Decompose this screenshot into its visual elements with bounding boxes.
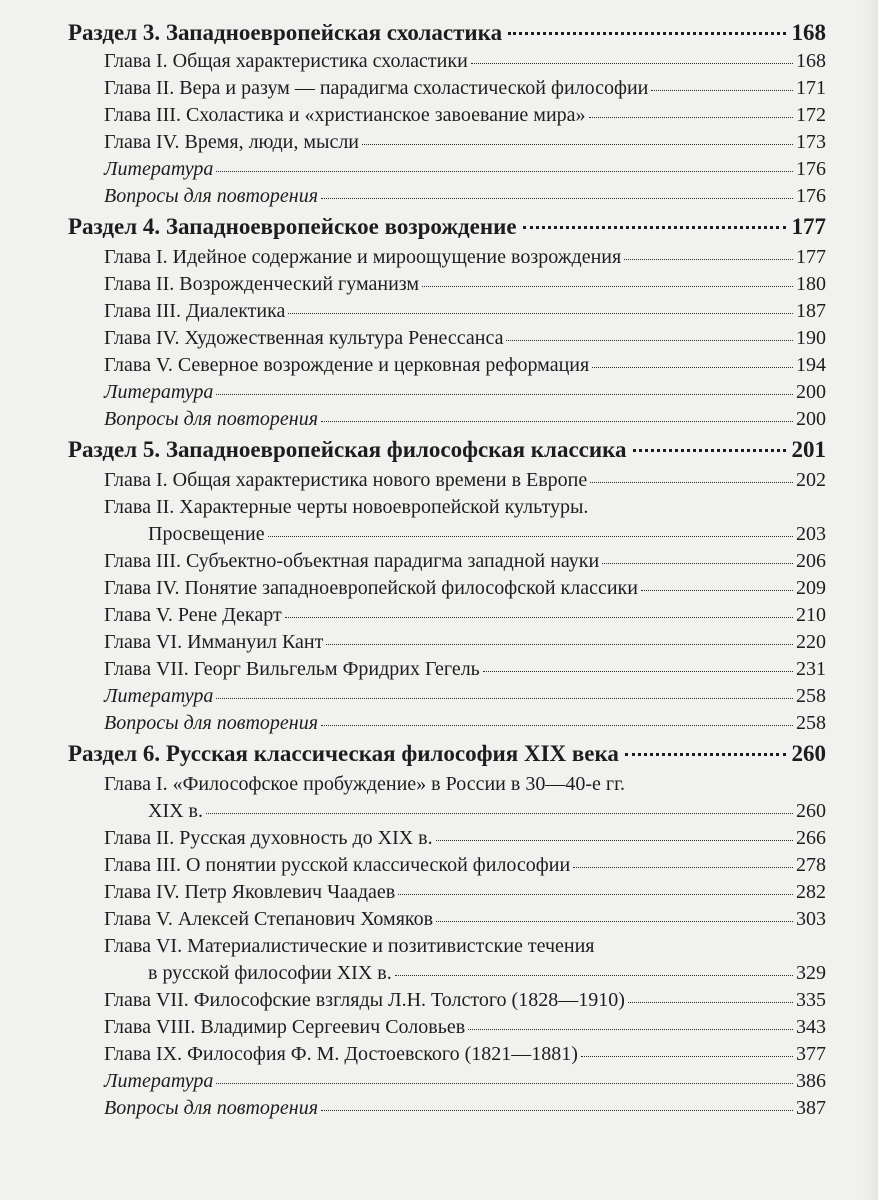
page-edge-shadow [862, 0, 878, 1200]
chapter-entry [68, 825, 826, 852]
entry-title: Глава III. Диалектика [104, 300, 286, 322]
chapter-entry [68, 629, 826, 656]
page-number: 343 [796, 1016, 826, 1038]
chapter-entry [68, 352, 826, 379]
entry-title: Глава VI. Иммануил Кант [104, 631, 324, 653]
literature-entry [68, 379, 826, 406]
page-number: 203 [796, 523, 826, 545]
dot-leader [288, 313, 793, 314]
chapter-entry [68, 852, 826, 879]
dot-leader [268, 536, 793, 537]
page-number: 377 [796, 1043, 826, 1065]
chapter-entry [68, 271, 826, 298]
dot-leader [395, 975, 793, 976]
entry-title: Вопросы для повторения [104, 408, 318, 430]
entry-title: Глава V. Алексей Степанович Хомяков [104, 908, 434, 930]
page-number: 177 [791, 214, 826, 239]
page-number: 173 [796, 131, 826, 153]
page-number: 209 [796, 577, 826, 599]
review-questions-entry [68, 1095, 826, 1122]
page-number: 180 [796, 273, 826, 295]
chapter-entry [68, 906, 826, 933]
chapter-entry [68, 75, 826, 102]
entry-title: XIX в. [148, 800, 203, 822]
entry-title: Литература [104, 1070, 214, 1092]
chapter-entry [68, 987, 826, 1014]
dot-leader [436, 921, 793, 922]
entry-title: Глава II. Вера и разум — парадигма схоластической философии [104, 77, 649, 99]
entry-title: Литература [104, 381, 214, 403]
chapter-entry [68, 298, 826, 325]
chapter-entry [68, 575, 826, 602]
dot-leader [483, 671, 793, 672]
dot-leader [216, 1083, 793, 1084]
entry-title: Глава V. Рене Декарт [104, 604, 282, 626]
page-number: 258 [796, 685, 826, 707]
page-number: 168 [791, 20, 826, 45]
entry-title: Глава VIII. Владимир Сергеевич Соловьев [104, 1016, 466, 1038]
dot-leader [523, 226, 786, 229]
dot-leader [422, 286, 793, 287]
entry-title: Глава I. Идейное содержание и мироощущение возрождения [104, 246, 622, 268]
entry-title: Литература [104, 685, 214, 707]
entry-title: Раздел 3. Западноевропейская схоластика [68, 20, 503, 45]
page-number: 190 [796, 327, 826, 349]
page-number: 194 [796, 354, 826, 376]
entry-title: Глава III. Субъектно-объектная парадигма западной науки [104, 550, 600, 572]
page-number: 171 [796, 77, 826, 99]
entry-title: Раздел 5. Западноевропейская философская классика [68, 437, 627, 462]
page-number: 258 [796, 712, 826, 734]
page-number: 172 [796, 104, 826, 126]
entry-title: Глава I. Общая характеристика нового времени в Европе [104, 469, 588, 491]
chapter-entry [68, 1014, 826, 1041]
entry-title: Глава VII. Георг Вильгельм Фридрих Гегель [104, 658, 480, 680]
review-questions-entry [68, 710, 826, 737]
chapter-entry [68, 602, 826, 629]
entry-title: Вопросы для повторения [104, 1097, 318, 1119]
entry-title: Раздел 4. Западноевропейское возрождение [68, 214, 517, 239]
dot-leader [641, 590, 793, 591]
dot-leader [436, 840, 793, 841]
chapter-entry [68, 548, 826, 575]
section-heading [68, 737, 826, 771]
entry-title: Глава II. Русская духовность до XIX в. [104, 827, 433, 849]
chapter-entry [68, 102, 826, 129]
review-questions-entry [68, 183, 826, 210]
chapter-title-line: Глава VI. Материалистические и позитивистские течения [104, 935, 595, 957]
chapter-entry [68, 467, 826, 494]
entry-title: Глава IV. Понятие западноевропейской философской классики [104, 577, 638, 599]
entry-title: в русской философии XIX в. [148, 962, 392, 984]
dot-leader [624, 259, 793, 260]
dot-leader [633, 449, 786, 452]
dot-leader [216, 394, 793, 395]
dot-leader [321, 725, 793, 726]
chapter-entry [68, 48, 826, 75]
dot-leader [590, 482, 793, 483]
chapter-entry [68, 960, 826, 987]
entry-title: Литература [104, 158, 214, 180]
page-number: 329 [796, 962, 826, 984]
page-number: 231 [796, 658, 826, 680]
dot-leader [625, 753, 786, 756]
page-number: 202 [796, 469, 826, 491]
section-heading [68, 18, 826, 48]
page-number: 266 [796, 827, 826, 849]
page-number: 386 [796, 1070, 826, 1092]
chapter-title-line: Глава II. Характерные черты новоевропейской культуры. [104, 496, 589, 518]
entry-title: Глава II. Возрожденческий гуманизм [104, 273, 420, 295]
literature-entry [68, 156, 826, 183]
chapter-entry [68, 1041, 826, 1068]
page-number: 200 [796, 381, 826, 403]
section-heading [68, 210, 826, 244]
chapter-entry [68, 656, 826, 683]
dot-leader [573, 867, 793, 868]
entry-title: Глава VII. Философские взгляды Л.Н. Толстого (1828—1910) [104, 989, 625, 1011]
entry-title: Раздел 6. Русская классическая философия XIX века [68, 741, 619, 766]
entry-title: Глава III. О понятии русской классической философии [104, 854, 571, 876]
entry-title: Глава III. Схоластика и «христианское завоевание мира» [104, 104, 586, 126]
dot-leader [506, 340, 793, 341]
dot-leader [589, 117, 793, 118]
page-number: 210 [796, 604, 826, 626]
dot-leader [651, 90, 793, 91]
page-number: 201 [791, 437, 826, 462]
page-number: 260 [791, 741, 826, 766]
entry-title: Глава IX. Философия Ф. М. Достоевского (1821—1881) [104, 1043, 578, 1065]
table-of-contents [68, 18, 826, 1122]
chapter-entry [68, 798, 826, 825]
page-number: 220 [796, 631, 826, 653]
dot-leader [471, 63, 793, 64]
entry-title: Глава IV. Художественная культура Ренессанса [104, 327, 504, 349]
page-number: 176 [796, 158, 826, 180]
page-number: 278 [796, 854, 826, 876]
dot-leader [602, 563, 793, 564]
dot-leader [285, 617, 793, 618]
page-number: 335 [796, 989, 826, 1011]
page-number: 168 [796, 50, 826, 72]
entry-title: Глава IV. Петр Яковлевич Чаадаев [104, 881, 396, 903]
dot-leader [508, 32, 785, 35]
page-number: 206 [796, 550, 826, 572]
dot-leader [216, 171, 793, 172]
entry-title: Вопросы для повторения [104, 712, 318, 734]
dot-leader [628, 1002, 793, 1003]
page-number: 200 [796, 408, 826, 430]
dot-leader [321, 198, 793, 199]
chapter-title-line: Глава I. «Философское пробуждение» в России в 30—40-е гг. [104, 773, 626, 795]
chapter-entry [68, 244, 826, 271]
dot-leader [216, 698, 793, 699]
entry-title: Вопросы для повторения [104, 185, 318, 207]
dot-leader [206, 813, 793, 814]
literature-entry [68, 683, 826, 710]
section-heading [68, 433, 826, 467]
literature-entry [68, 1068, 826, 1095]
page-number: 177 [796, 246, 826, 268]
chapter-entry [68, 521, 826, 548]
page-number: 303 [796, 908, 826, 930]
entry-title: Глава IV. Время, люди, мысли [104, 131, 360, 153]
dot-leader [592, 367, 793, 368]
dot-leader [362, 144, 793, 145]
chapter-entry [68, 879, 826, 906]
page-number: 282 [796, 881, 826, 903]
page-number: 187 [796, 300, 826, 322]
dot-leader [468, 1029, 793, 1030]
page-number: 176 [796, 185, 826, 207]
page-number: 387 [796, 1097, 826, 1119]
chapter-entry [68, 129, 826, 156]
dot-leader [321, 421, 793, 422]
entry-title: Просвещение [148, 523, 265, 545]
review-questions-entry [68, 406, 826, 433]
dot-leader [581, 1056, 793, 1057]
dot-leader [326, 644, 793, 645]
dot-leader [398, 894, 793, 895]
entry-title: Глава I. Общая характеристика схоластики [104, 50, 468, 72]
chapter-entry [68, 325, 826, 352]
page-number: 260 [796, 800, 826, 822]
entry-title: Глава V. Северное возрождение и церковная реформация [104, 354, 590, 376]
dot-leader [321, 1110, 793, 1111]
